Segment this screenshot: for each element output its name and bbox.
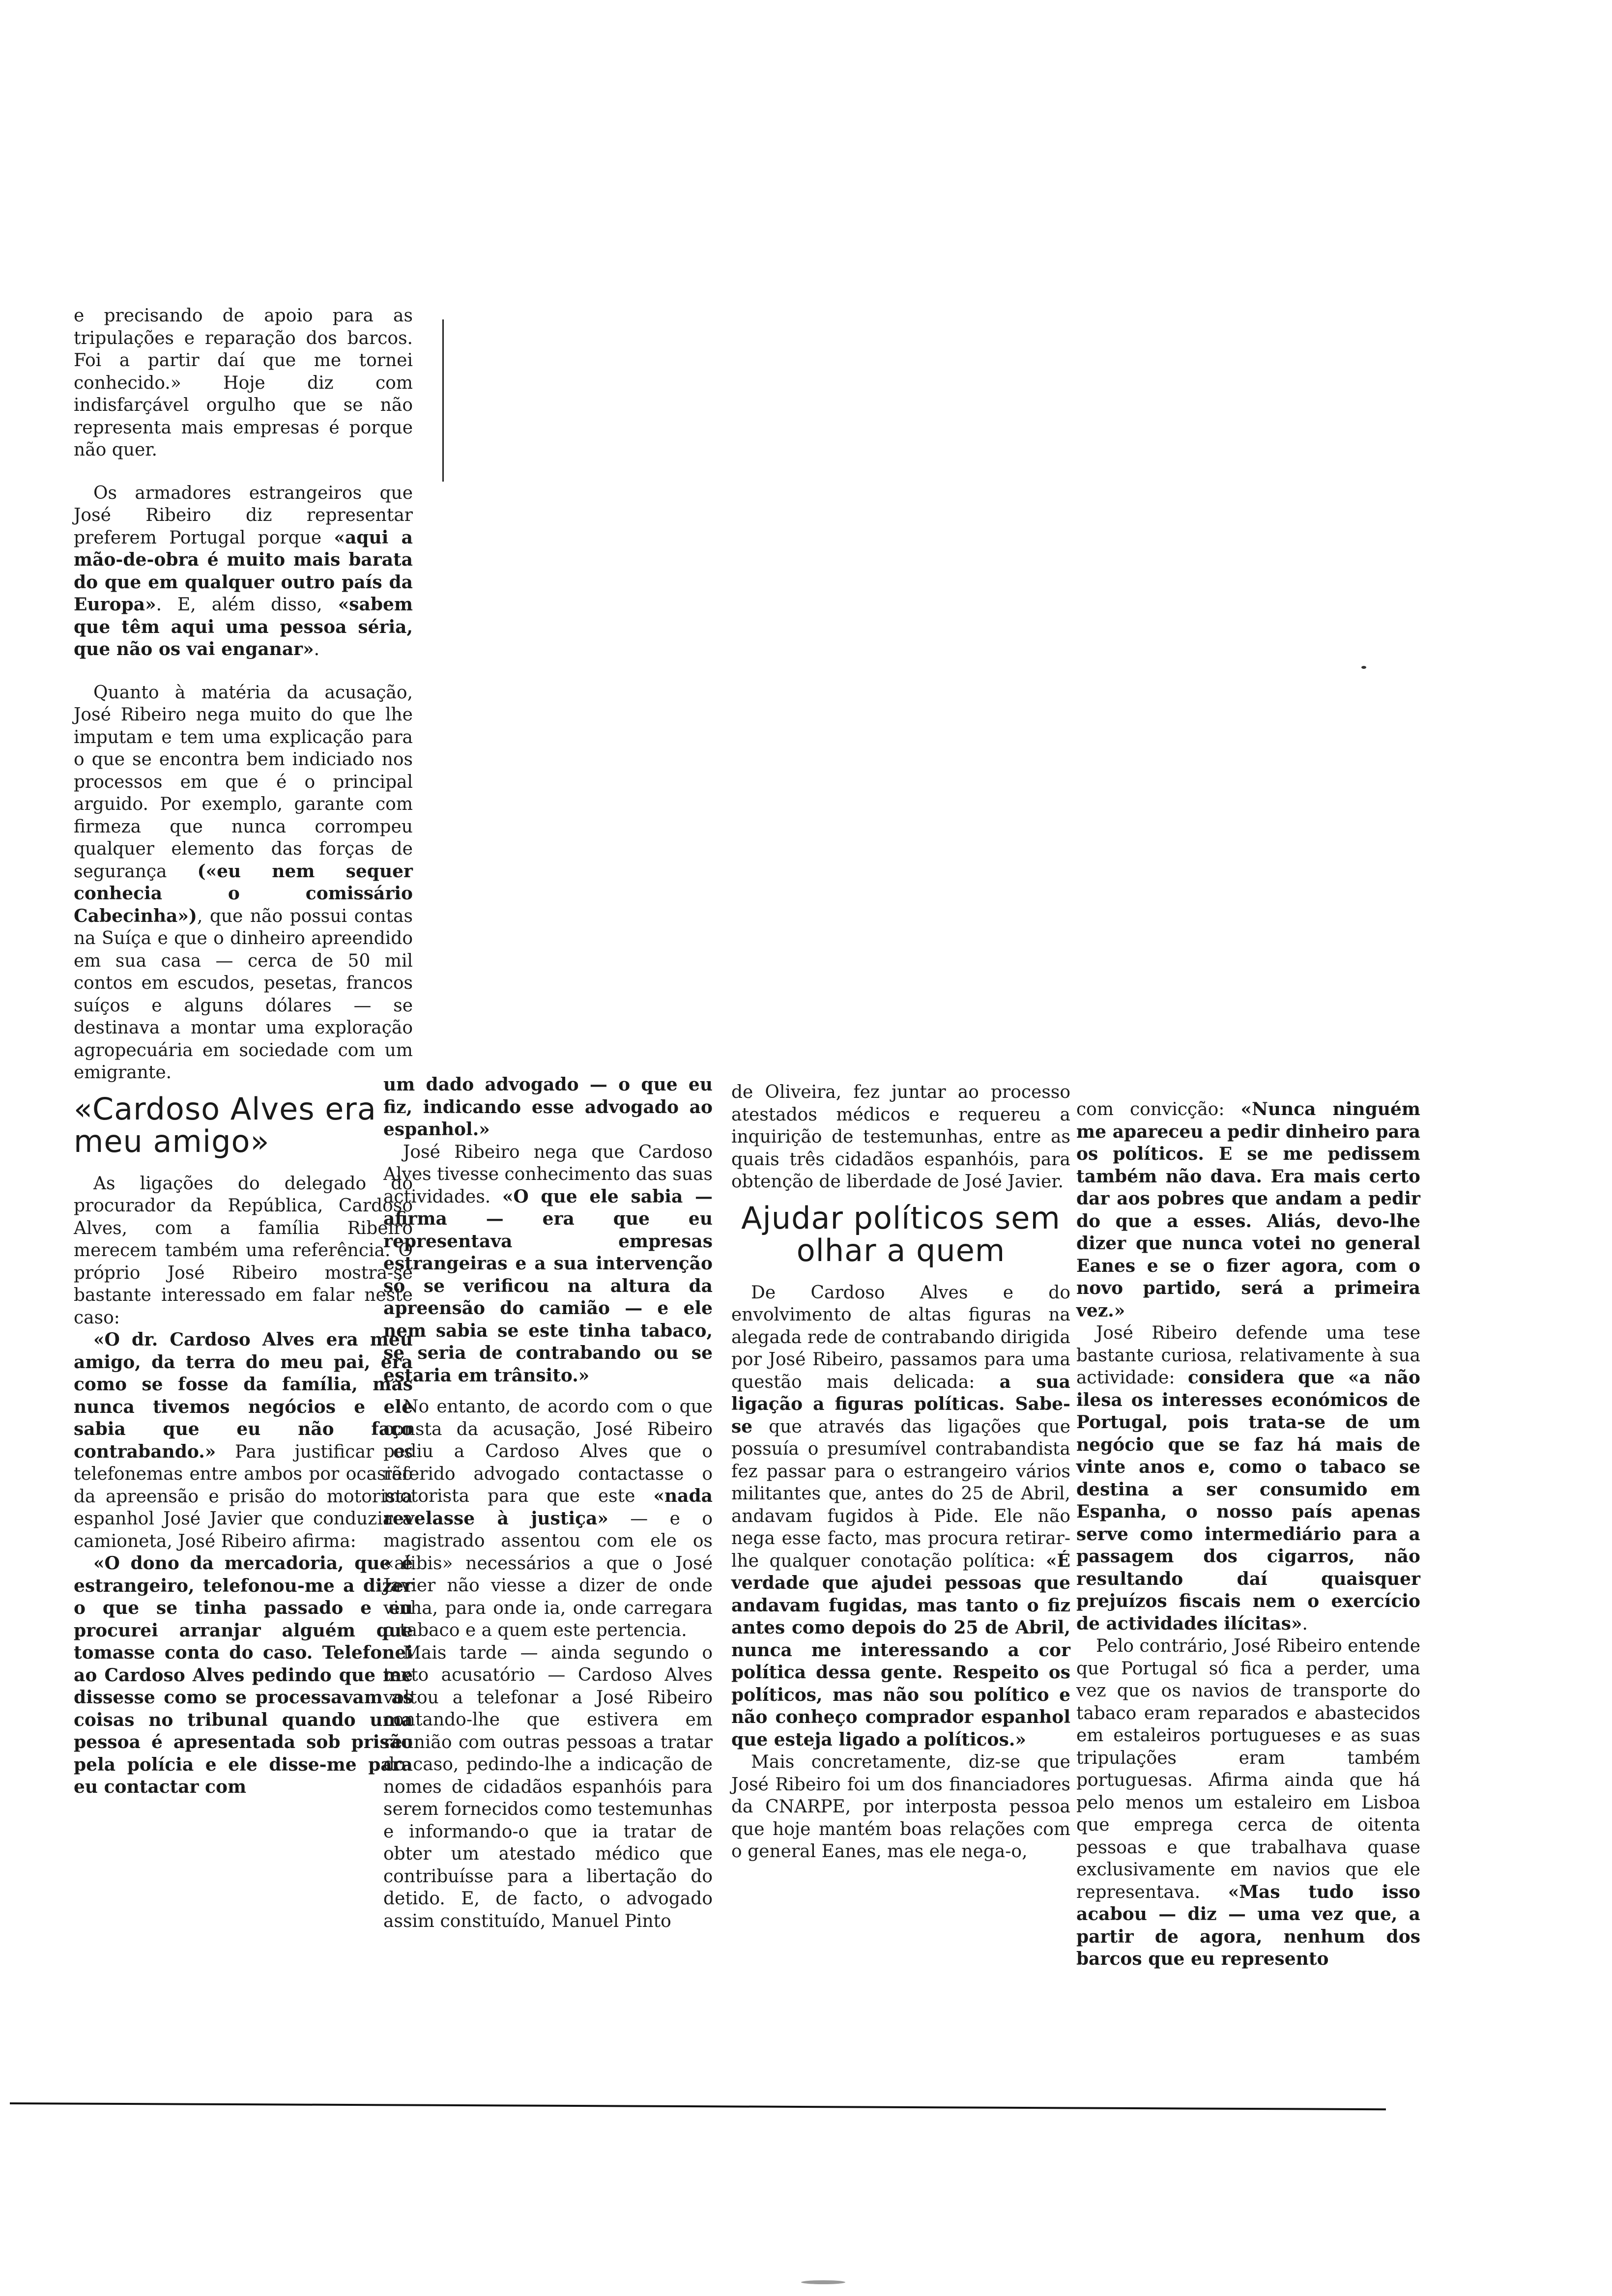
paragraph-text: José Ribeiro nega que Cardoso Alves tivesse conhecimento das suas actividades.	[383, 1142, 713, 1207]
article-column-2	[383, 1074, 713, 1932]
scan-speck	[1361, 666, 1366, 669]
paragraph-text: Mais concretamente, diz-se que José Ribeiro foi um dos financiadores da CNARPE, por interposta pessoa que hoje mantém boas relações com o general Eanes, mas ele nega-o,	[731, 1752, 1070, 1862]
paragraph-text: Os armadores estrangeiros que José Ribeiro diz representar preferem Portugal porque	[74, 483, 413, 548]
paragraph	[74, 482, 413, 661]
quote-text: («eu nem sequer conhecia o comissário Cabecinha»)	[74, 861, 413, 926]
paragraph	[74, 1552, 413, 1799]
paragraph-text: Pelo contrário, José Ribeiro entende que Portugal só fica a perder, uma vez que os navios de transporte do tabaco eram reparados e abastecidos em estaleiros portugueses e as suas tripulações eram também portuguesas. Afirma ainda que há pelo menos um estaleiro em Lisboa que emprega cerca de oitenta pessoas e que trabalhava quase exclusivamente em navios que ele representava.	[1076, 1636, 1420, 1902]
quote-text: «É verdade que ajudei pessoas que andavam fugidas, mas tanto o fiz antes como depois do 25 de Abril, nunca me interessando a cor política dessa gente. Respeito os políticos, mas não sou político e não conheço comprador espanhol que esteja ligado a políticos.»	[731, 1550, 1070, 1750]
paragraph-text: .	[314, 639, 320, 660]
paragraph-text: José Ribeiro defende uma tese bastante curiosa, relativamente à sua actividade:	[1076, 1323, 1420, 1388]
paragraph-text: Para justificar os telefonemas entre ambos por ocasião da apreensão e prisão do motorista espanhol José Javier que conduzia a camioneta, José Ribeiro afirma:	[74, 1441, 413, 1551]
paragraph	[731, 1282, 1070, 1751]
paragraph	[74, 305, 413, 461]
paragraph	[383, 1642, 713, 1933]
paragraph-text: e precisando de apoio para as tripulações e reparação dos barcos. Foi a partir daí que me tornei conhecido.» Hoje diz com indisfarçável orgulho que se não representa mais empresas é porque não quer.	[74, 306, 413, 460]
quote-text: «Nunca ninguém me apareceu a pedir dinheiro para os políticos. E se me pedissem também não dava. Era mais certo dar aos pobres que andam a pedir do que a esses. Aliás, devo-lhe dizer que nunca votei no general Eanes e se o fizer agora, com o novo partido, será a primeira vez.»	[1076, 1099, 1420, 1321]
subheading: «Cardoso Alves era meu amigo»	[74, 1091, 376, 1159]
paragraph-text: de Oliveira, fez juntar ao processo atestados médicos e requereu a inquirição de testemunhas, entre as quais três cidadãos espanhóis, para obtenção de liberdade de José Javier.	[731, 1082, 1070, 1192]
quote-text: «Mas tudo isso acabou — diz — uma vez que, a partir de agora, nenhum dos barcos que eu represento	[1076, 1881, 1421, 1969]
quote-text: «sabem que têm aqui uma pessoa séria, que não os vai enganar»	[74, 594, 413, 660]
quote-text: a sua ligação a figuras políticas. Sabe-se	[731, 1371, 1070, 1437]
paragraph-text: .	[1302, 1613, 1308, 1634]
paragraph-text: , que não possui contas na Suíça e que o dinheiro apreendido em sua casa — cerca de 50 mil contos em escudos, pesetas, francos suíços e alguns dólares — se destinava a montar uma exploração agropecuária em sociedade com um emigrante.	[74, 906, 413, 1083]
paragraph-text: As ligações do delegado do procurador da República, Cardoso Alves, com a família Ribeiro merecem também uma referência. O próprio José Ribeiro mostra-se bastante interessado em falar neste caso:	[74, 1173, 413, 1328]
quote-text: «nada revelasse à justiça»	[383, 1486, 713, 1529]
quote-text: considera que «a não ilesa os interesses económicos de Portugal, pois trata-se de um negócio que se faz há mais de vinte anos e, como o tabaco se destina a ser consumido em Espanha, o nosso país apenas serve como intermediário para a passagem dos cigarros, não resultando daí quaisquer prejuízos fiscais nem o exercício de actividades ilícitas»	[1076, 1367, 1420, 1634]
paragraph	[383, 1396, 713, 1642]
quote-text: um dado advogado — o que eu fiz, indicando esse advogado ao espanhol.»	[383, 1074, 713, 1140]
bottom-rule	[10, 2102, 1386, 2110]
paragraph-text: . E, além disso,	[156, 595, 338, 615]
quote-text: «O que ele sabia — afirma — era que eu representava empresas estrangeiras e a sua intervenção só se verificou na altura da apreensão do camião — e ele nem sabia se este tinha tabaco, se seria de contrabando ou se estaria em trânsito.»	[383, 1186, 713, 1386]
column-rule	[442, 319, 444, 482]
paragraph-text: No entanto, de acordo com o que consta da acusação, José Ribeiro pediu a Cardoso Alves que o referido advogado contactasse o motorista para que este	[383, 1397, 713, 1506]
paragraph-text: que através das ligações que possuía o presumível contrabandista fez passar para o estrangeiro vários militantes que, antes do 25 de Abril, andavam fugidos à Pide. Ele não nega esse facto, mas procura retirar-lhe qualquer conotação política:	[731, 1416, 1070, 1571]
scan-speck	[801, 2280, 845, 2284]
paragraph	[74, 682, 413, 1084]
quote-text: «aqui a mão-de-obra é muito mais barata do que em qualquer outro país da Europa»	[74, 527, 413, 615]
subheading: Ajudar políticos sem olhar a quem	[741, 1200, 1061, 1268]
paragraph-text: com convicção:	[1076, 1099, 1241, 1119]
paragraph	[383, 1074, 713, 1141]
paragraph	[74, 1329, 413, 1552]
paragraph	[731, 1081, 1070, 1193]
paragraph	[731, 1751, 1070, 1863]
article-column-1	[74, 305, 413, 1799]
paragraph-text: Quanto à matéria da acusação, José Ribeiro nega muito do que lhe imputam e tem uma explicação para o que se encontra bem indiciado nos processos em que é o principal arguido. Por exemplo, garante com firmeza que nunca corrompeu qualquer elemento das forças de segurança	[74, 682, 413, 882]
paragraph	[383, 1141, 713, 1387]
paragraph-text: Mais tarde — ainda segundo o texto acusatório — Cardoso Alves voltou a telefonar a José Ribeiro contando-lhe que estivera em reunião com outras pessoas a tratar do caso, pedindo-lhe a indicação de nomes de cidadãos espanhóis para serem fornecidos como testemunhas e informando-o que ia tratar de obter um atestado médico que contribuísse para a libertação do detido. E, de facto, o advogado assim constituído, Manuel Pinto	[383, 1642, 713, 1931]
quote-text: «O dono da mercadoria, que é estrangeiro, telefonou-me a dizer o que se tinha passado e eu procurei arranjar alguém que tomasse conta do caso. Telefonei ao Cardoso Alves pedindo que me dissesse como se processavam as coisas no tribunal quando uma pessoa é apresentada sob prisão pela polícia e ele disse-me para eu contactar com	[74, 1553, 413, 1797]
paragraph	[1076, 1098, 1420, 1322]
paragraph	[1076, 1635, 1420, 1971]
quote-text: «O dr. Cardoso Alves era meu amigo, da terra do meu pai, era como se fosse da família, mas nunca tivemos negócios e ele sabia que eu não faço contrabando.»	[74, 1329, 413, 1462]
article-column-3	[731, 1081, 1070, 1863]
paragraph-text: — e o magistrado assentou com ele os «alibis» necessários a que o José Javier não viesse a dizer de onde vinha, para onde ia, onde carregara o tabaco e a quem este pertencia.	[383, 1508, 713, 1640]
paragraph	[74, 1173, 413, 1329]
article-column-4	[1076, 1098, 1420, 1971]
paragraph-text: De Cardoso Alves e do envolvimento de altas figuras na alegada rede de contrabando dirigida por José Ribeiro, passamos para uma questão mais delicada:	[731, 1282, 1070, 1392]
paragraph	[1076, 1322, 1420, 1635]
